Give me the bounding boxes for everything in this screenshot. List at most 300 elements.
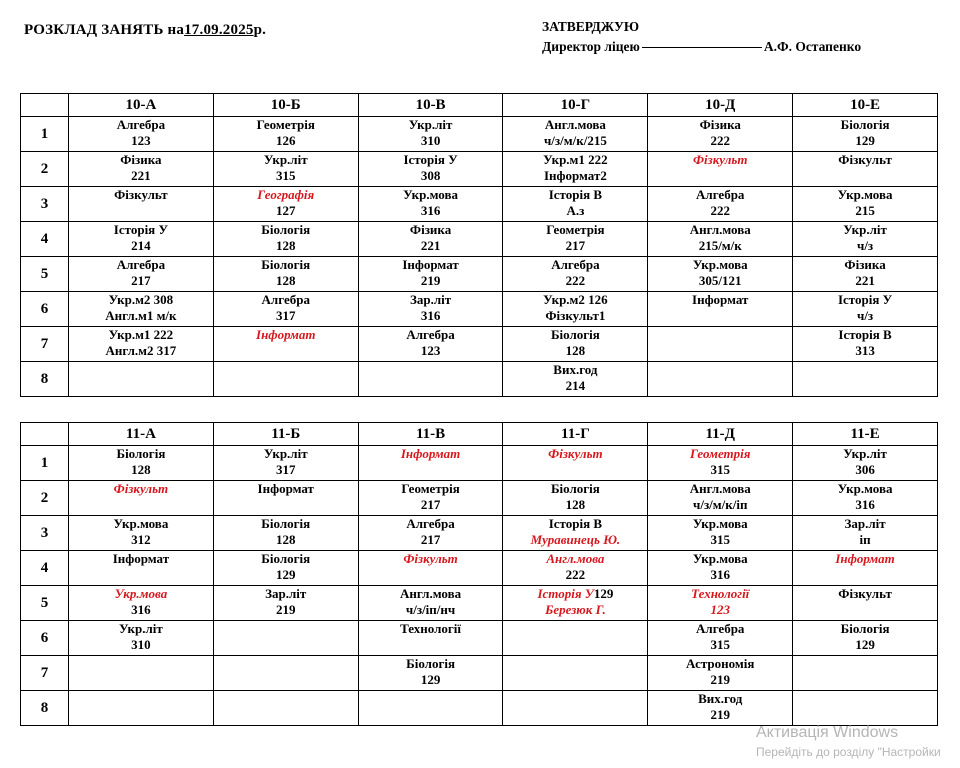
lesson-cell (503, 362, 648, 397)
lesson-text: Фізика (699, 117, 741, 132)
lesson-line (69, 551, 213, 567)
lesson-text: 215 (855, 203, 875, 218)
lesson-line (503, 273, 647, 289)
class-header: 10-Б (213, 94, 358, 117)
lesson-text: 316 (420, 308, 441, 323)
lesson-cell (358, 656, 503, 691)
lesson-text: 313 (855, 343, 875, 358)
lesson-line (214, 273, 358, 289)
lesson-text: 222 (710, 133, 730, 148)
corner-cell (21, 423, 69, 446)
lesson-line (214, 462, 358, 478)
class-header: 10-Е (793, 94, 938, 117)
lesson-text: 221 (420, 238, 441, 253)
lesson-line (69, 273, 213, 289)
lesson-cell (358, 551, 503, 586)
lesson-cell (358, 117, 503, 152)
lesson-line (69, 462, 213, 478)
lesson-line (648, 516, 792, 532)
lesson-row (21, 481, 938, 516)
lesson-line (503, 327, 647, 343)
lesson-text: 316 (131, 602, 151, 617)
lesson-cell (69, 586, 214, 621)
lesson-text: Фізика (409, 222, 452, 237)
lesson-text: 129 (275, 567, 296, 582)
lesson-text: Біологія (406, 656, 456, 671)
lesson-text-highlighted: Інформат (835, 551, 895, 566)
lesson-text: ч/з/м/к/іп (693, 497, 748, 512)
lesson-text: Укр.мова (692, 257, 748, 272)
class-header: 10-Д (648, 94, 793, 117)
lesson-line (359, 152, 503, 168)
lesson-line (503, 567, 647, 583)
lesson-line (359, 308, 503, 324)
lesson-cell (69, 117, 214, 152)
lesson-line (648, 532, 792, 548)
lesson-text: Алгебра (551, 257, 600, 272)
lesson-line (648, 238, 792, 254)
lesson-number: 5 (21, 586, 69, 621)
lesson-line (503, 308, 647, 324)
lesson-text: Алгебра (116, 257, 166, 272)
lesson-line (214, 567, 358, 583)
lesson-cell (69, 327, 214, 362)
lesson-text: Астрономія (686, 656, 755, 671)
lesson-cell (69, 656, 214, 691)
lesson-cell (213, 551, 358, 586)
lesson-line (503, 602, 647, 618)
lesson-cell (358, 691, 503, 726)
lesson-text-highlighted: Англ.мова (546, 551, 605, 566)
lesson-cell (69, 516, 214, 551)
lesson-cell (503, 327, 648, 362)
lesson-line (359, 327, 503, 343)
lesson-line (214, 308, 358, 324)
lesson-room: 129 (593, 586, 614, 601)
lesson-cell (793, 327, 938, 362)
lesson-line (69, 257, 213, 273)
lesson-text-highlighted: Фізкульт (692, 152, 748, 167)
lesson-text: Вих.год (698, 691, 743, 706)
lesson-text: 128 (131, 462, 151, 477)
lesson-line (359, 238, 503, 254)
class-header: 11-Г (503, 423, 648, 446)
lesson-text: 128 (565, 343, 586, 358)
lesson-cell (69, 292, 214, 327)
lesson-number: 5 (21, 257, 69, 292)
lesson-text: 219 (710, 707, 730, 722)
lesson-number: 4 (21, 222, 69, 257)
lesson-text-highlighted: Технології (691, 586, 750, 601)
lesson-text: 129 (855, 133, 875, 148)
lesson-text: Укр.м2 308 (108, 292, 174, 307)
lesson-line (69, 168, 213, 184)
lesson-text: Укр.літ (843, 446, 887, 461)
lesson-text: Історія В (548, 187, 603, 202)
lesson-line (214, 222, 358, 238)
lesson-line (69, 152, 213, 168)
lesson-line (214, 532, 358, 548)
lesson-line (359, 516, 503, 532)
lesson-cell (69, 187, 214, 222)
class-header: 11-В (358, 423, 503, 446)
lesson-cell (648, 446, 793, 481)
lesson-cell (358, 257, 503, 292)
lesson-text: Геометрія (546, 222, 605, 237)
class-header: 10-В (358, 94, 503, 117)
lesson-row (21, 621, 938, 656)
lesson-cell (648, 481, 793, 516)
lesson-cell (213, 222, 358, 257)
lesson-cell (503, 691, 648, 726)
lesson-text: Біологія (840, 117, 890, 132)
lesson-line (793, 133, 937, 149)
lesson-text: Англ.мова (689, 222, 751, 237)
lesson-cell (503, 586, 648, 621)
lesson-text: Алгебра (116, 117, 166, 132)
lesson-text: Біологія (261, 551, 311, 566)
lesson-line (648, 586, 792, 602)
lesson-cell (503, 551, 648, 586)
signature-blank (642, 47, 762, 48)
lesson-cell (213, 586, 358, 621)
lesson-cell (503, 117, 648, 152)
class-header: 11-Д (648, 423, 793, 446)
lesson-text: 222 (565, 567, 586, 582)
lesson-cell (648, 187, 793, 222)
lesson-text: Укр.м2 126 (543, 292, 608, 307)
lesson-cell (648, 691, 793, 726)
lesson-line (793, 516, 937, 532)
lesson-cell (213, 516, 358, 551)
lesson-cell (213, 446, 358, 481)
lesson-line (648, 273, 792, 289)
lesson-line (503, 586, 647, 602)
lesson-text: Біологія (550, 327, 600, 342)
lesson-line (359, 273, 503, 289)
lesson-row (21, 222, 938, 257)
lesson-cell (69, 222, 214, 257)
lesson-line (69, 222, 213, 238)
lesson-line (503, 168, 647, 184)
lesson-line (503, 133, 647, 149)
lesson-line (793, 551, 937, 567)
lesson-line (214, 133, 358, 149)
lesson-line (69, 446, 213, 462)
lesson-line (793, 292, 937, 308)
lesson-line (359, 117, 503, 133)
lesson-text: іп (859, 532, 871, 547)
lesson-line (214, 446, 358, 462)
lesson-text: Інформат (402, 257, 459, 272)
lesson-cell (648, 656, 793, 691)
lesson-cell (358, 327, 503, 362)
lesson-cell (213, 621, 358, 656)
lesson-text: Технології (400, 621, 462, 636)
lesson-line (793, 343, 937, 359)
lesson-text: Алгебра (261, 292, 310, 307)
lesson-text-highlighted: Березюк Г. (545, 602, 606, 617)
lesson-cell (648, 152, 793, 187)
lesson-text: Біологія (261, 222, 311, 237)
lesson-line (503, 292, 647, 308)
lesson-line (214, 586, 358, 602)
lesson-text: 215/м/к (698, 238, 742, 253)
lesson-line (214, 257, 358, 273)
lesson-line (503, 203, 647, 219)
lesson-line (503, 257, 647, 273)
lesson-text-highlighted: Муравинець Ю. (530, 532, 621, 547)
lesson-text-highlighted: Геометрія (689, 446, 751, 461)
lesson-text: ч/з (856, 238, 874, 253)
class-header: 10-А (69, 94, 214, 117)
lesson-line (503, 516, 647, 532)
lesson-text: 316 (710, 567, 730, 582)
lesson-cell (213, 327, 358, 362)
lesson-cell (69, 257, 214, 292)
lesson-number: 3 (21, 516, 69, 551)
lesson-text: 217 (565, 238, 586, 253)
lesson-text: 217 (420, 497, 441, 512)
lesson-cell (648, 362, 793, 397)
lesson-text: Алгебра (406, 516, 455, 531)
lesson-line (648, 656, 792, 672)
lesson-text: Укр.мова (403, 187, 458, 202)
lesson-cell (69, 362, 214, 397)
lesson-line (214, 238, 358, 254)
lesson-line (793, 257, 937, 273)
lesson-row (21, 257, 938, 292)
lesson-cell (793, 691, 938, 726)
lesson-text: Укр.мова (692, 551, 748, 566)
lesson-line (648, 672, 792, 688)
lesson-cell (793, 362, 938, 397)
lesson-line (214, 187, 358, 203)
lesson-text: Інформат (257, 481, 314, 496)
lesson-number: 7 (21, 327, 69, 362)
lesson-text: 315 (710, 462, 730, 477)
lesson-cell (213, 481, 358, 516)
lesson-cell (503, 152, 648, 187)
lesson-line (359, 621, 503, 637)
lesson-text: Укр.літ (408, 117, 453, 132)
lesson-text: Укр.м1 222 (108, 327, 174, 342)
lesson-cell (793, 152, 938, 187)
lesson-cell (213, 152, 358, 187)
lesson-line (359, 551, 503, 567)
lesson-cell (793, 516, 938, 551)
schedule-date: 17.09.2025 (184, 22, 254, 38)
lesson-line (503, 117, 647, 133)
lesson-text: Історія У (113, 222, 169, 237)
lesson-text: Фізкульт (114, 187, 168, 202)
lesson-text: Історія У (837, 292, 893, 307)
lesson-text: 128 (275, 238, 296, 253)
lesson-text: 306 (855, 462, 875, 477)
lesson-line (359, 257, 503, 273)
schedule-title (24, 22, 266, 39)
lesson-number: 8 (21, 691, 69, 726)
lesson-text: 126 (275, 133, 296, 148)
lesson-line (793, 446, 937, 462)
lesson-text: Біологія (261, 516, 311, 531)
lesson-line (69, 516, 213, 532)
lesson-text: Біологія (840, 621, 890, 636)
lesson-row (21, 551, 938, 586)
lesson-text: 214 (131, 238, 151, 253)
lesson-text: Фізика (844, 257, 886, 272)
lesson-row (21, 691, 938, 726)
lesson-text: ч/з/іп/нч (405, 602, 456, 617)
class-header: 10-Г (503, 94, 648, 117)
lesson-line (69, 481, 213, 497)
lesson-row (21, 292, 938, 327)
lesson-text: Вих.год (553, 362, 598, 377)
date-suffix: р. (253, 22, 267, 38)
lesson-text-highlighted: Географія (257, 187, 315, 202)
lesson-line (793, 621, 937, 637)
lesson-number: 7 (21, 656, 69, 691)
lesson-line (214, 551, 358, 567)
lesson-cell (793, 551, 938, 586)
lesson-text: 123 (420, 343, 441, 358)
lesson-line (359, 532, 503, 548)
lesson-text: Геометрія (256, 117, 315, 132)
lesson-line (648, 222, 792, 238)
lesson-text: 316 (420, 203, 441, 218)
lesson-text: Геометрія (401, 481, 460, 496)
lesson-cell (358, 292, 503, 327)
lesson-line (69, 343, 213, 359)
lesson-line (648, 203, 792, 219)
lesson-line (503, 446, 647, 462)
lesson-line (503, 532, 647, 548)
lesson-text: Фізика (120, 152, 162, 167)
lesson-number: 8 (21, 362, 69, 397)
lesson-cell (358, 362, 503, 397)
lesson-text-highlighted: 123 (710, 602, 730, 617)
lesson-line (793, 586, 937, 602)
schedule-table-grade-11 (20, 422, 938, 726)
lesson-line (648, 133, 792, 149)
lesson-text: Історія В (838, 327, 892, 342)
lesson-line (359, 168, 503, 184)
lesson-line (648, 691, 792, 707)
lesson-text: Фізкульт (838, 586, 892, 601)
lesson-line (359, 481, 503, 497)
lesson-number: 2 (21, 481, 69, 516)
lesson-cell (213, 292, 358, 327)
lesson-row (21, 152, 938, 187)
lesson-row (21, 656, 938, 691)
lesson-line (793, 481, 937, 497)
lesson-line (214, 152, 358, 168)
schedule-table-grade-10 (20, 93, 938, 397)
lesson-cell (503, 222, 648, 257)
lesson-text-highlighted: Історія У (537, 586, 594, 601)
lesson-text: 128 (275, 532, 296, 547)
lesson-cell (793, 656, 938, 691)
lesson-text: ч/з (856, 308, 874, 323)
lesson-text: 312 (131, 532, 151, 547)
lesson-cell (358, 187, 503, 222)
lesson-cell (793, 481, 938, 516)
lesson-cell (648, 516, 793, 551)
class-header: 11-А (69, 423, 214, 446)
lesson-line (503, 238, 647, 254)
lesson-text: Фізкульт (838, 152, 892, 167)
lesson-text-highlighted: Фізкульт (548, 446, 603, 461)
lesson-line (503, 378, 647, 394)
lesson-text: 128 (565, 497, 586, 512)
lesson-text: Укр.мова (837, 187, 893, 202)
approval-signature-line (542, 37, 861, 57)
lesson-line (359, 343, 503, 359)
lesson-text: Інформат (112, 551, 170, 566)
lesson-text: 315 (710, 532, 730, 547)
lesson-cell (648, 586, 793, 621)
lesson-line (503, 362, 647, 378)
lesson-text: 315 (710, 637, 730, 652)
class-header: 11-Б (213, 423, 358, 446)
lesson-line (69, 238, 213, 254)
lesson-line (503, 481, 647, 497)
lesson-line (359, 187, 503, 203)
lesson-text: 317 (275, 462, 296, 477)
lesson-cell (358, 621, 503, 656)
lesson-text: Алгебра (406, 327, 455, 342)
lesson-line (214, 481, 358, 497)
lesson-text: 305/121 (698, 273, 742, 288)
lesson-cell (503, 516, 648, 551)
lesson-text: Англ.мова (400, 586, 462, 601)
lesson-line (359, 672, 503, 688)
lesson-text: Англ.мова (544, 117, 606, 132)
lesson-text: Алгебра (696, 187, 745, 202)
watermark-line-1: Активація Windows (756, 724, 899, 741)
lesson-text: Укр.літ (263, 446, 308, 461)
lesson-cell (213, 257, 358, 292)
lesson-text: 214 (565, 378, 586, 393)
approval-block (542, 17, 861, 57)
title-text: РОЗКЛАД ЗАНЯТЬ на (24, 22, 185, 38)
lesson-line (503, 343, 647, 359)
lesson-cell (793, 446, 938, 481)
corner-cell (21, 94, 69, 117)
lesson-text: Англ.мова (689, 481, 751, 496)
lesson-number: 6 (21, 621, 69, 656)
lesson-text-highlighted: Фізкульт (403, 551, 458, 566)
lesson-line (648, 567, 792, 583)
lesson-line (648, 462, 792, 478)
lesson-text: Укр.мова (692, 516, 748, 531)
lesson-line (359, 602, 503, 618)
lesson-text: Укр.мова (837, 481, 893, 496)
lesson-cell (793, 222, 938, 257)
lesson-cell (213, 117, 358, 152)
lesson-row (21, 586, 938, 621)
lesson-line (359, 203, 503, 219)
lesson-line (359, 586, 503, 602)
lesson-line (69, 637, 213, 653)
lesson-cell (503, 187, 648, 222)
lesson-line (648, 707, 792, 723)
lesson-cell (69, 691, 214, 726)
lesson-cell (648, 257, 793, 292)
lesson-text-highlighted: Фізкульт (113, 481, 169, 496)
lesson-line (214, 516, 358, 532)
lesson-text: 128 (275, 273, 296, 288)
